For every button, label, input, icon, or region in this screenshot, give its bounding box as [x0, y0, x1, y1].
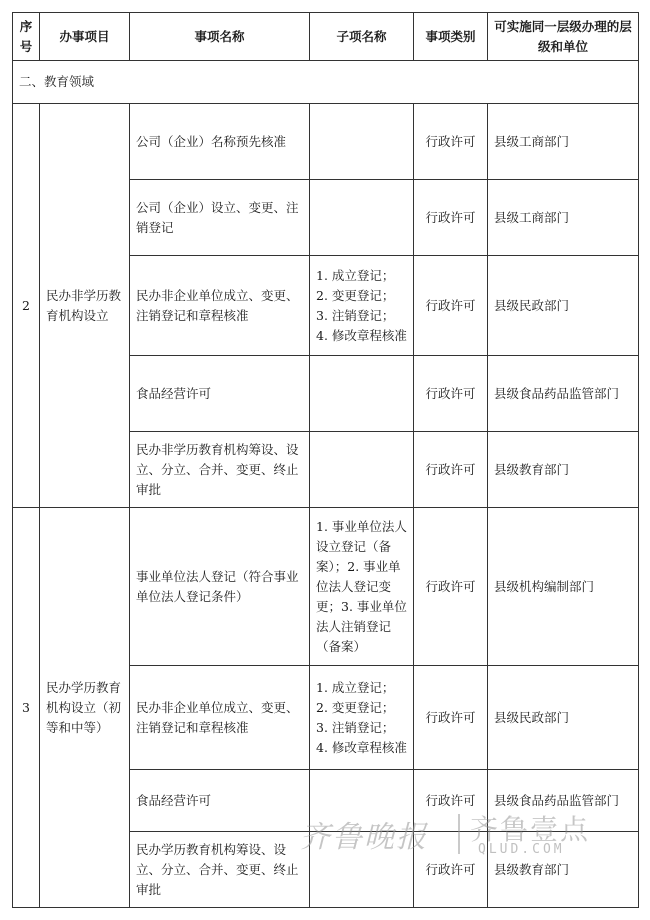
matter-category: 行政许可 [414, 180, 488, 256]
matter-level: 县级教育部门 [488, 832, 639, 908]
group-seq: 2 [13, 104, 40, 508]
matter-level: 县级教育部门 [488, 432, 639, 508]
header-name: 事项名称 [130, 13, 310, 61]
matter-category: 行政许可 [414, 432, 488, 508]
watermark-paper: 齐鲁晚报 [300, 820, 428, 855]
sub-item: 1. 成立登记； [316, 679, 395, 695]
matter-category: 行政许可 [414, 356, 488, 432]
sub-items [310, 508, 414, 666]
matter-level: 县级食品药品监管部门 [488, 770, 639, 832]
sub-items [310, 432, 414, 508]
header-item: 办事项目 [40, 13, 130, 61]
matters-table [12, 12, 639, 908]
sub-item: 2. 变更登记； [316, 287, 395, 303]
sub-item: 3. 注销登记； [316, 719, 395, 735]
sub-items [310, 666, 414, 770]
matter-category: 行政许可 [414, 104, 488, 180]
section-row [13, 61, 639, 104]
watermark-url: QLUD.COM [478, 842, 565, 857]
matter-category: 行政许可 [414, 256, 488, 356]
matter-name: 事业单位法人登记（符合事业单位法人登记条件） [130, 508, 310, 666]
matter-name: 公司（企业）设立、变更、注销登记 [130, 180, 310, 256]
matter-name: 食品经营许可 [130, 770, 310, 832]
matter-category: 行政许可 [414, 666, 488, 770]
header-category: 事项类别 [414, 13, 488, 61]
sub-item: 1. 事业单位法人设立登记（备案）；2. 事业单位法人登记变更；3. 事业单位法人注销登记（备案） [316, 518, 407, 654]
sub-item: 1. 成立登记； [316, 267, 395, 283]
matter-level: 县级机构编制部门 [488, 508, 639, 666]
sub-items [310, 832, 414, 908]
matter-name: 公司（企业）名称预先核准 [130, 104, 310, 180]
group-item: 民办非学历教育机构设立 [40, 104, 130, 508]
sub-item: 2. 变更登记； [316, 699, 395, 715]
sub-items [310, 770, 414, 832]
watermark-brand: 齐鲁壹点 [470, 813, 591, 846]
matter-category: 行政许可 [414, 832, 488, 908]
group-seq: 3 [13, 508, 40, 908]
matter-name: 民办非企业单位成立、变更、注销登记和章程核准 [130, 666, 310, 770]
section-title: 二、教育领域 [13, 61, 639, 104]
sub-item: 4. 修改章程核准 [316, 739, 407, 755]
header-seq: 序号 [13, 13, 40, 61]
table-row [13, 104, 639, 180]
sub-items [310, 356, 414, 432]
header-level: 可实施同一层级办理的层级和单位 [488, 13, 639, 61]
matter-level: 县级工商部门 [488, 104, 639, 180]
sub-item: 3. 注销登记； [316, 307, 395, 323]
sub-items [310, 256, 414, 356]
header-sub: 子项名称 [310, 13, 414, 61]
matter-name: 食品经营许可 [130, 356, 310, 432]
sub-items [310, 180, 414, 256]
matter-name: 民办学历教育机构筹设、设立、分立、合并、变更、终止审批 [130, 832, 310, 908]
table-row [13, 508, 639, 666]
matter-name: 民办非学历教育机构筹设、设立、分立、合并、变更、终止审批 [130, 432, 310, 508]
sub-item: 4. 修改章程核准 [316, 327, 407, 343]
matter-level: 县级民政部门 [488, 256, 639, 356]
matter-level: 县级民政部门 [488, 666, 639, 770]
matter-category: 行政许可 [414, 508, 488, 666]
matter-category: 行政许可 [414, 770, 488, 832]
sub-items [310, 104, 414, 180]
matter-name: 民办非企业单位成立、变更、注销登记和章程核准 [130, 256, 310, 356]
group-item: 民办学历教育机构设立（初等和中等） [40, 508, 130, 908]
matter-level: 县级食品药品监管部门 [488, 356, 639, 432]
matter-level: 县级工商部门 [488, 180, 639, 256]
header-row [13, 13, 639, 61]
